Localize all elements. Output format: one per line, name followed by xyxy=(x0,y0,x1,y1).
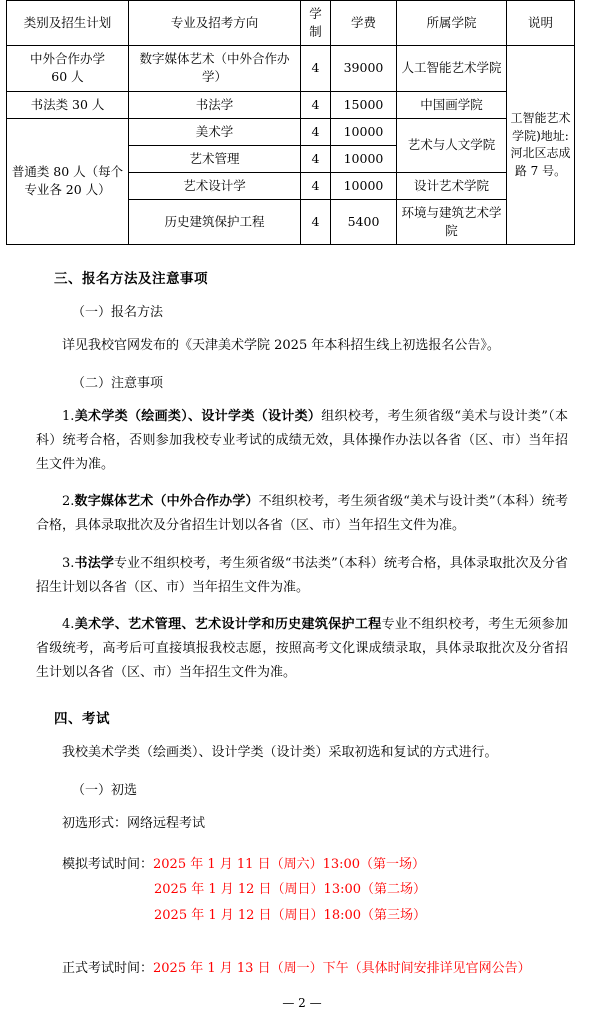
mock-exam-label: 模拟考试时间： xyxy=(62,856,154,872)
cell-fee: 10000 xyxy=(331,118,397,145)
mock-exam-line-1 xyxy=(36,852,568,877)
note-4-rest: 专业不组织校考，考生无须参加省级统考，高考后可直接填报我校志愿，按照高考文化课成绩录取，具体录取批次及分省招生计划以各省（区、市）当年招生文件为准。 xyxy=(36,616,568,680)
note-item-4 xyxy=(36,613,568,685)
section-heading-3: 三、报名方法及注意事项 xyxy=(54,271,208,288)
note-item-1 xyxy=(36,405,568,477)
formal-exam-schedule xyxy=(36,956,568,981)
note-3-bold: 书法学 xyxy=(74,555,114,571)
section-heading-4: 四、考试 xyxy=(54,710,110,727)
cell-category: 中外合作办学 60 人 xyxy=(7,46,129,91)
cell-category: 普通类 80 人（每个专业各 20 人） xyxy=(7,118,129,245)
note-1-bold: 美术学类（绘画类）、设计学类（设计类） xyxy=(74,409,322,425)
note-3-rest: 专业不组织校考，考生须省级“书法类”（本科）统考合格，具体录取批次及分省招生计划以各省（区、市）当年招生文件为准。 xyxy=(36,555,568,595)
column-header-note: 说明 xyxy=(507,1,575,46)
formal-exam-time: 2025 年 1 月 13 日（周一）下午（具体时间安排详见官网公告） xyxy=(153,960,531,976)
note-1-number: 1. xyxy=(62,409,75,425)
mock-exam-schedule xyxy=(36,852,568,928)
cell-years: 4 xyxy=(301,172,331,199)
note-3-number: 3. xyxy=(62,555,75,571)
cell-years: 4 xyxy=(301,200,331,245)
note-2-rest: 不组织校考，考生须省级“美术与设计类”（本科）统考合格，具体录取批次及分省招生计划以各省（区、市）当年招生文件为准。 xyxy=(36,494,568,534)
table-header-row xyxy=(7,1,575,46)
subheading-3-1: （一）报名方法 xyxy=(72,305,164,321)
mock-exam-line-3: 2025 年 1 月 12 日（周日）18:00（第三场） xyxy=(154,907,427,923)
note-4-number: 4. xyxy=(62,616,75,632)
cell-years: 4 xyxy=(301,118,331,145)
cell-college: 环境与建筑艺术学院 xyxy=(397,200,507,245)
cell-fee: 15000 xyxy=(331,91,397,118)
note-4-bold: 美术学、艺术管理、艺术设计学和历史建筑保护工程 xyxy=(74,616,382,632)
cell-category: 书法类 30 人 xyxy=(7,91,129,118)
column-header-fee: 学费 xyxy=(331,1,397,46)
note-1-rest: 组织校考，考生须省级“美术与设计类”（本科）统考合格，否则参加我校专业考试的成绩无效，具体操作办法以各省（区、市）当年招生文件为准。 xyxy=(36,409,568,473)
note-item-3 xyxy=(36,552,568,600)
cell-fee: 5400 xyxy=(331,200,397,245)
table-row xyxy=(7,91,575,118)
subheading-3-2: （二）注意事项 xyxy=(72,376,164,392)
cell-college: 人工智能艺术学院 xyxy=(397,46,507,91)
paragraph-registration-method: 详见我校官网发布的《天津美术学院 2025 年本科招生线上初选报名公告》。 xyxy=(62,338,500,354)
formal-exam-label: 正式考试时间： xyxy=(62,960,154,976)
column-header-category: 类别及招生计划 xyxy=(7,1,129,46)
paragraph-exam-overview: 我校美术学类（绘画类）、设计学类（设计类）采取初选和复试的方式进行。 xyxy=(62,744,498,760)
column-header-major: 专业及招考方向 xyxy=(129,1,301,46)
cell-major: 数字媒体艺术（中外合作办学） xyxy=(129,46,301,91)
note-2-number: 2. xyxy=(62,494,75,510)
note-2-bold: 数字媒体艺术（中外合作办学） xyxy=(74,494,259,510)
cell-major: 历史建筑保护工程 xyxy=(129,200,301,245)
cell-fee: 39000 xyxy=(331,46,397,91)
enrollment-plan-table xyxy=(6,0,575,245)
cell-college: 中国画学院 xyxy=(397,91,507,118)
page-footer: — 2 — xyxy=(282,996,322,1010)
cell-major: 美术学 xyxy=(129,118,301,145)
column-header-college: 所属学院 xyxy=(397,1,507,46)
subheading-4-1: （一）初选 xyxy=(72,782,138,798)
cell-years: 4 xyxy=(301,46,331,91)
note-item-2 xyxy=(36,490,568,538)
table-row xyxy=(7,118,575,145)
column-header-years: 学 制 xyxy=(301,1,331,46)
cell-major: 书法学 xyxy=(129,91,301,118)
cell-fee: 10000 xyxy=(331,145,397,172)
table-row xyxy=(7,46,575,91)
mock-exam-line-2: 2025 年 1 月 12 日（周日）13:00（第二场） xyxy=(154,882,427,898)
cell-years: 4 xyxy=(301,91,331,118)
cell-major: 艺术设计学 xyxy=(129,172,301,199)
mock-exam-time-1: 2025 年 1 月 11 日（周六）13:00（第一场） xyxy=(153,856,426,872)
paragraph-preselection-format: 初选形式：网络远程考试 xyxy=(62,815,206,831)
cell-college: 设计艺术学院 xyxy=(397,172,507,199)
cell-fee: 10000 xyxy=(331,172,397,199)
cell-years: 4 xyxy=(301,145,331,172)
cell-college: 艺术与人文学院 xyxy=(397,118,507,172)
cell-major: 艺术管理 xyxy=(129,145,301,172)
cell-note: 工智能艺术学院)地址:河北区志成路 7 号。 xyxy=(507,46,575,245)
